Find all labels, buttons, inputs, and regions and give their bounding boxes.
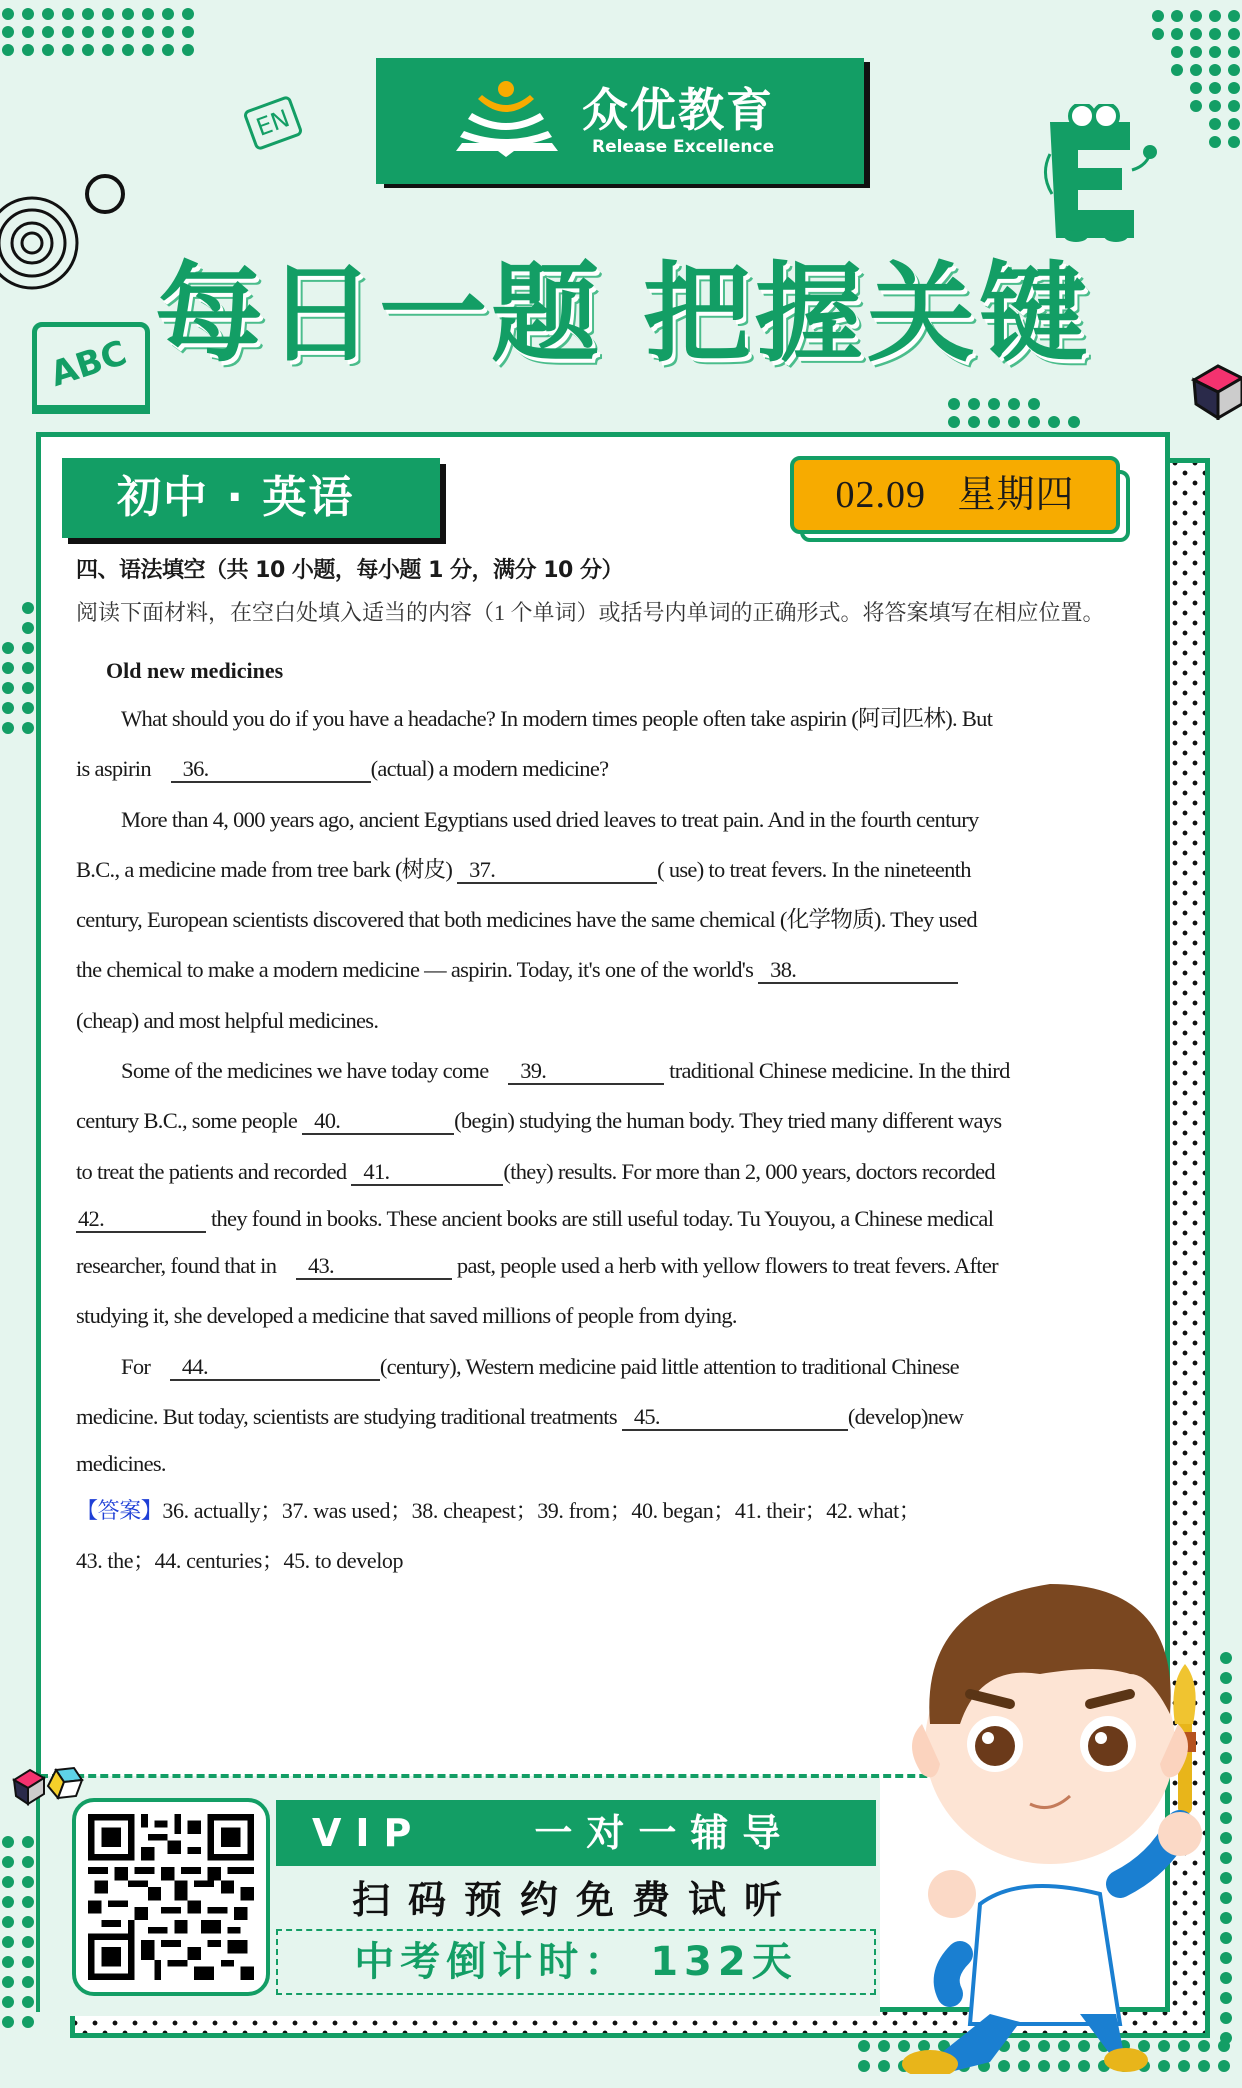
section-title: 四、语法填空（共 10 小题，每小题 1 分，满分 10 分） (76, 558, 623, 583)
text-line: What should you do if you have a headache? In modern times people often take aspirin (阿司匹林). But (121, 706, 993, 731)
headline-part2: 把握关键 (643, 252, 1092, 377)
answer-tag: 【答案】 (76, 1498, 163, 1524)
text-line: is aspirin (76, 756, 151, 782)
vip-tutoring-banner: VIP 一对一辅导 (276, 1800, 876, 1866)
qr-code-icon (88, 1814, 254, 1980)
text-line: researcher, found that in (76, 1252, 277, 1278)
blank-45[interactable]: 45. (622, 1405, 848, 1431)
text-line: studying it, she developed a medicine that saved millions of people from dying. (76, 1303, 737, 1329)
text-line: (actual) a modern medicine? (370, 756, 609, 782)
brand-tree-book-icon (454, 79, 560, 163)
exam-countdown (276, 1929, 876, 1995)
text-line: (develop)new (847, 1403, 964, 1429)
blank-44[interactable]: 44. (170, 1355, 380, 1381)
date-tag (790, 456, 1120, 534)
text-line: past, people used a herb with yellow flowers to treat fevers. After (456, 1252, 998, 1278)
cube-icon-right (1190, 360, 1242, 420)
question-content (76, 556, 1116, 1586)
countdown-days: 132天 (650, 1939, 798, 1985)
text-line: (cheap) and most helpful medicines. (76, 1007, 379, 1033)
text-line: For (121, 1353, 151, 1379)
abc-book-icon: ABC (32, 322, 150, 420)
text-line: the chemical to make a modern medicine — aspirin. Today, it's one of the world's (76, 957, 754, 983)
instructions: 阅读下面材料，在空白处填入适当的内容（1 个单词）或括号内单词的正确形式。将答案填写在相应位置。 (76, 600, 1105, 625)
answer-line-2: 43. the；44. centuries；45. to develop (76, 1548, 404, 1574)
page-headline (155, 252, 1105, 377)
dot-pattern-top-left (2, 8, 202, 56)
paragraph-2 (76, 795, 1116, 1046)
blank-41[interactable]: 41. (351, 1160, 503, 1186)
blank-42[interactable]: 42. (76, 1207, 206, 1233)
scan-free-trial-text: 扫码预约免费试听 (351, 1878, 800, 1922)
text-line: (begin) studying the human body. They tried many different ways (454, 1108, 1002, 1134)
en-badge-icon: EN (242, 95, 303, 152)
answer-line-1: 36. actually；37. was used；38. cheapest；39. from；40. began；41. their；42. what； (162, 1498, 921, 1524)
blank-36[interactable]: 36. (171, 757, 371, 783)
text-line: Some of the medicines we have today come (121, 1058, 489, 1084)
date-value: 02.09 (835, 474, 926, 516)
text-line: traditional Chinese medicine. In the third (669, 1058, 1010, 1084)
paragraph-4 (76, 1342, 1116, 1487)
text-line: medicines. (76, 1451, 166, 1477)
cube-icons-pair (8, 1764, 84, 1808)
brand-logo-banner (376, 58, 864, 184)
text-line: (they) results. For more than 2, 000 years, doctors recorded (503, 1158, 995, 1184)
answer-key (76, 1486, 1116, 1586)
countdown-label: 中考倒计时： (354, 1939, 631, 1985)
brand-name-en: Release Excellence (592, 137, 775, 157)
mascot-boy-icon (880, 1574, 1210, 2074)
text-line: (century), Western medicine paid little attention to traditional Chinese (379, 1353, 959, 1379)
passage-title: Old new medicines (106, 658, 284, 683)
paragraph-1 (76, 694, 1116, 795)
text-line: century B.C., some people (76, 1108, 298, 1134)
qr-code[interactable] (72, 1798, 270, 1996)
blank-39[interactable]: 39. (508, 1059, 664, 1085)
blank-40[interactable]: 40. (302, 1109, 454, 1135)
text-line: century, European scientists discovered that both medicines have the same chemical (化学物质). They used (76, 907, 977, 933)
text-line: More than 4, 000 years ago, ancient Egyptians used dried leaves to treat pain. And in the fourth century (121, 806, 979, 832)
blank-43[interactable]: 43. (296, 1254, 452, 1280)
text-line: to treat the patients and recorded (76, 1158, 347, 1184)
blank-38[interactable]: 38. (758, 958, 958, 984)
text-line: ( use) to treat fevers. In the nineteenth (657, 856, 971, 882)
dot-pattern-under-headline (948, 398, 1088, 428)
text-line: B.C., a medicine made from tree bark (树皮) (76, 856, 453, 882)
dot-pattern-top-right (1152, 10, 1242, 148)
dot-pattern-right (1220, 1652, 1240, 2044)
weekday-value: 星期四 (957, 474, 1075, 516)
subject-tag: 初中 · 英语 (62, 458, 440, 538)
letter-e-mascot-icon (1040, 104, 1160, 244)
blank-37[interactable]: 37. (457, 858, 657, 884)
paragraph-3 (76, 1046, 1116, 1341)
concentric-circles-icon (0, 170, 130, 300)
headline-part1: 每日一题 (155, 252, 604, 377)
text-line: they found in books. These ancient books are still useful today. Tu Youyou, a Chinese medical (210, 1205, 994, 1231)
text-line: medicine. But today, scientists are studying traditional treatments (76, 1403, 617, 1429)
brand-name-cn: 众优教育 (582, 83, 774, 137)
